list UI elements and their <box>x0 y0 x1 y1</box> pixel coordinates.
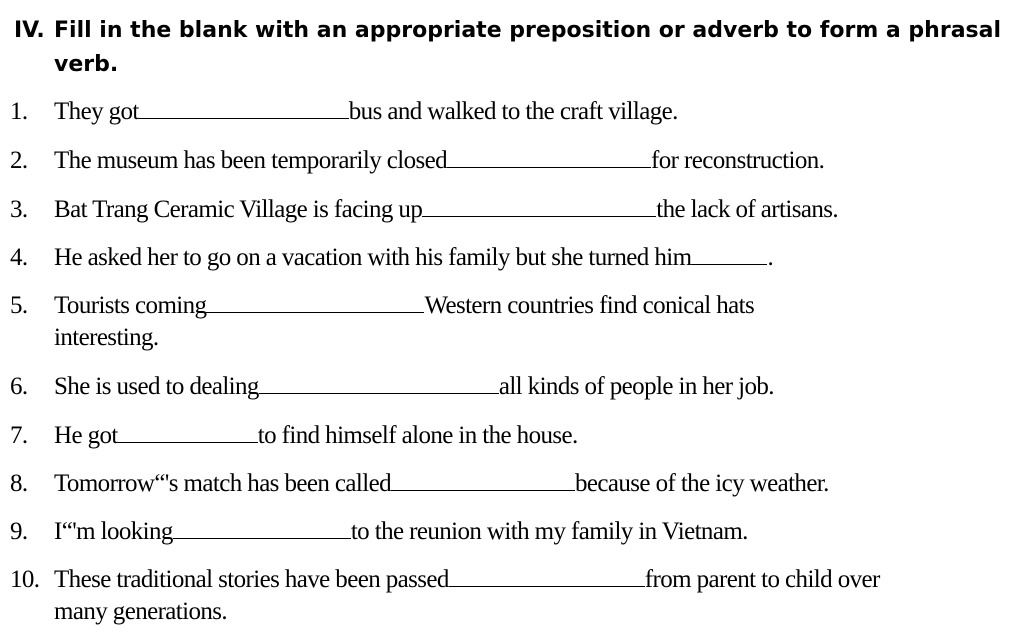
answer-blank[interactable] <box>691 242 767 265</box>
section-instruction: Fill in the blank with an appropriate preposition or adverb to form a phrasal verb. <box>54 18 1002 77</box>
question-number: 6. <box>10 373 28 400</box>
answer-blank[interactable] <box>139 96 349 119</box>
question-number: 4. <box>10 244 28 271</box>
question-item <box>10 145 1000 177</box>
question-text-after: bus and walked to the craft village. <box>348 98 678 125</box>
question-text-after: for reconstruction. <box>651 147 825 174</box>
question-text-before: Tourists coming <box>54 292 207 319</box>
question-item <box>10 468 1000 500</box>
question-item <box>10 371 1000 403</box>
answer-blank[interactable] <box>118 420 258 443</box>
question-number: 3. <box>10 196 28 223</box>
question-text-after: from parent to child over many generations. <box>54 566 880 625</box>
question-text-after: . <box>767 244 774 271</box>
question-number: 7. <box>10 422 28 449</box>
question-item <box>10 194 1000 226</box>
question-text-before: They got <box>54 98 139 125</box>
section-heading <box>14 14 1004 82</box>
question-text-before: Bat Trang Ceramic Village is facing up <box>54 196 423 223</box>
question-text-before: The museum has been temporarily closed <box>54 147 448 174</box>
question-item <box>10 242 1000 274</box>
question-text-before: These traditional stories have been passed <box>54 566 449 593</box>
section-number: IV. <box>14 18 45 43</box>
question-text-after: to the reunion with my family in Vietnam. <box>350 518 748 545</box>
question-text-after: because of the icy weather. <box>575 470 829 497</box>
question-item <box>10 516 1000 548</box>
question-number: 10. <box>10 566 40 593</box>
question-item <box>10 290 1000 354</box>
answer-blank[interactable] <box>391 468 575 491</box>
question-number: 9. <box>10 518 28 545</box>
question-item <box>10 564 1000 628</box>
question-item <box>10 96 1000 128</box>
answer-blank[interactable] <box>206 290 424 313</box>
question-text-before: He asked her to go on a vacation with his family but she turned him <box>54 244 692 271</box>
question-item <box>10 420 1000 452</box>
answer-blank[interactable] <box>173 516 351 539</box>
answer-blank[interactable] <box>447 145 651 168</box>
question-number: 8. <box>10 470 28 497</box>
question-text-after: all kinds of people in her job. <box>498 373 774 400</box>
question-text-before: Tomorrow“'s match has been called <box>54 470 391 497</box>
answer-blank[interactable] <box>449 564 645 587</box>
question-number: 2. <box>10 147 28 174</box>
question-text-after: to find himself alone in the house. <box>257 422 578 449</box>
answer-blank[interactable] <box>422 194 656 217</box>
question-text-after: the lack of artisans. <box>656 196 839 223</box>
question-text-after: Western countries find conical hats interesting. <box>54 292 755 351</box>
question-text-before: He got <box>54 422 118 449</box>
question-text-before: I“'m looking <box>54 518 173 545</box>
question-number: 1. <box>10 98 28 125</box>
answer-blank[interactable] <box>259 371 499 394</box>
question-number: 5. <box>10 292 28 319</box>
question-text-before: She is used to dealing <box>54 373 259 400</box>
